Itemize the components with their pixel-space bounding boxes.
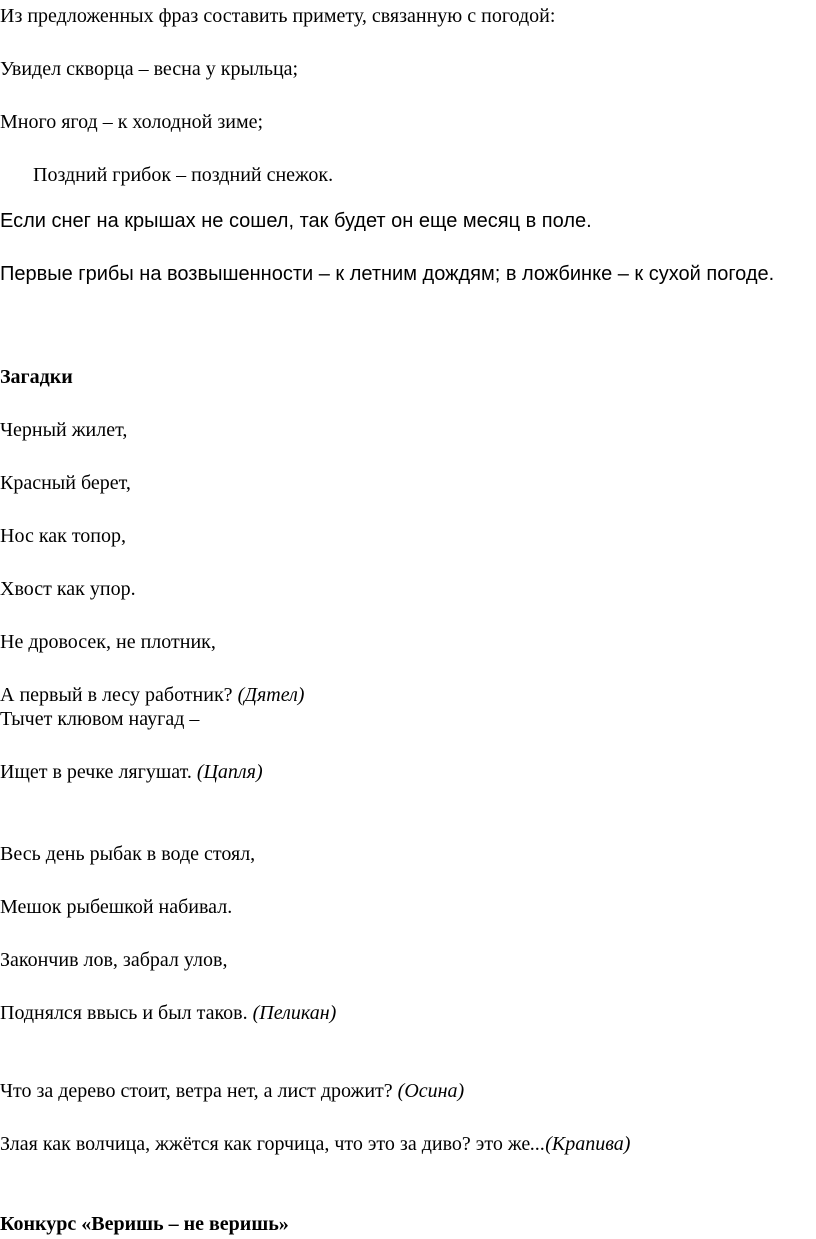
riddle-nettle bbox=[0, 1132, 630, 1156]
riddle-heron-text: Ищет в речке лягушат. bbox=[0, 761, 197, 783]
riddle-nettle-answer: ...(Крапива) bbox=[530, 1133, 631, 1155]
riddle-woodpecker-line-4: Хвост как упор. bbox=[0, 578, 136, 600]
riddle-heron-answer: (Цапля) bbox=[196, 761, 263, 783]
contest-heading: Конкурс «Веришь – не веришь» bbox=[0, 1213, 289, 1235]
omen-line-3: Поздний грибок – поздний снежок. bbox=[33, 164, 334, 186]
riddle-pelican-line-3: Закончив лов, забрал улов, bbox=[0, 949, 228, 971]
omen-line-5: Первые грибы на возвышенности – к летним дождям; в ложбинке – к сухой погоде. bbox=[0, 263, 775, 285]
riddle-pelican-answer: (Пеликан) bbox=[252, 1002, 337, 1024]
riddle-pelican-last-line: Поднялся ввысь и был таков. bbox=[0, 1002, 253, 1024]
riddle-pelican-line-1: Весь день рыбак в воде стоял, bbox=[0, 843, 256, 865]
riddle-woodpecker-line-5: Не дровосек, не плотник, bbox=[0, 631, 216, 653]
riddle-woodpecker-last-line: А первый в лесу работник? bbox=[0, 684, 238, 706]
riddle-heron-line-1: Тычет клювом наугад – bbox=[0, 708, 200, 730]
riddle-heron-line-2 bbox=[0, 760, 263, 784]
riddle-woodpecker-line-6 bbox=[0, 683, 304, 707]
riddle-pelican-line-4 bbox=[0, 1001, 336, 1025]
omen-line-2: Много ягод – к холодной зиме; bbox=[0, 111, 264, 133]
riddle-woodpecker-line-3: Нос как топор, bbox=[0, 525, 127, 547]
riddle-pelican-line-2: Мешок рыбешкой набивал. bbox=[0, 896, 233, 918]
riddles-heading: Загадки bbox=[0, 366, 73, 388]
riddle-woodpecker-answer: (Дятел) bbox=[237, 684, 305, 706]
riddle-aspen-text: Что за дерево стоит, ветра нет, а лист дрожит? bbox=[0, 1080, 398, 1102]
riddle-woodpecker-line-1: Черный жилет, bbox=[0, 419, 128, 441]
riddle-woodpecker-line-2: Красный берет, bbox=[0, 472, 131, 494]
riddle-nettle-text: Злая как волчица, жжётся как горчица, что это за диво? это же bbox=[0, 1133, 531, 1155]
riddle-aspen-answer: (Осина) bbox=[397, 1080, 465, 1102]
omen-line-1: Увидел скворца – весна у крыльца; bbox=[0, 58, 299, 80]
omens-task: Из предложенных фраз составить примету, связанную с погодой: bbox=[0, 5, 556, 27]
riddle-aspen bbox=[0, 1079, 464, 1103]
omen-line-4: Если снег на крышах не сошел, так будет он еще месяц в поле. bbox=[0, 210, 592, 232]
